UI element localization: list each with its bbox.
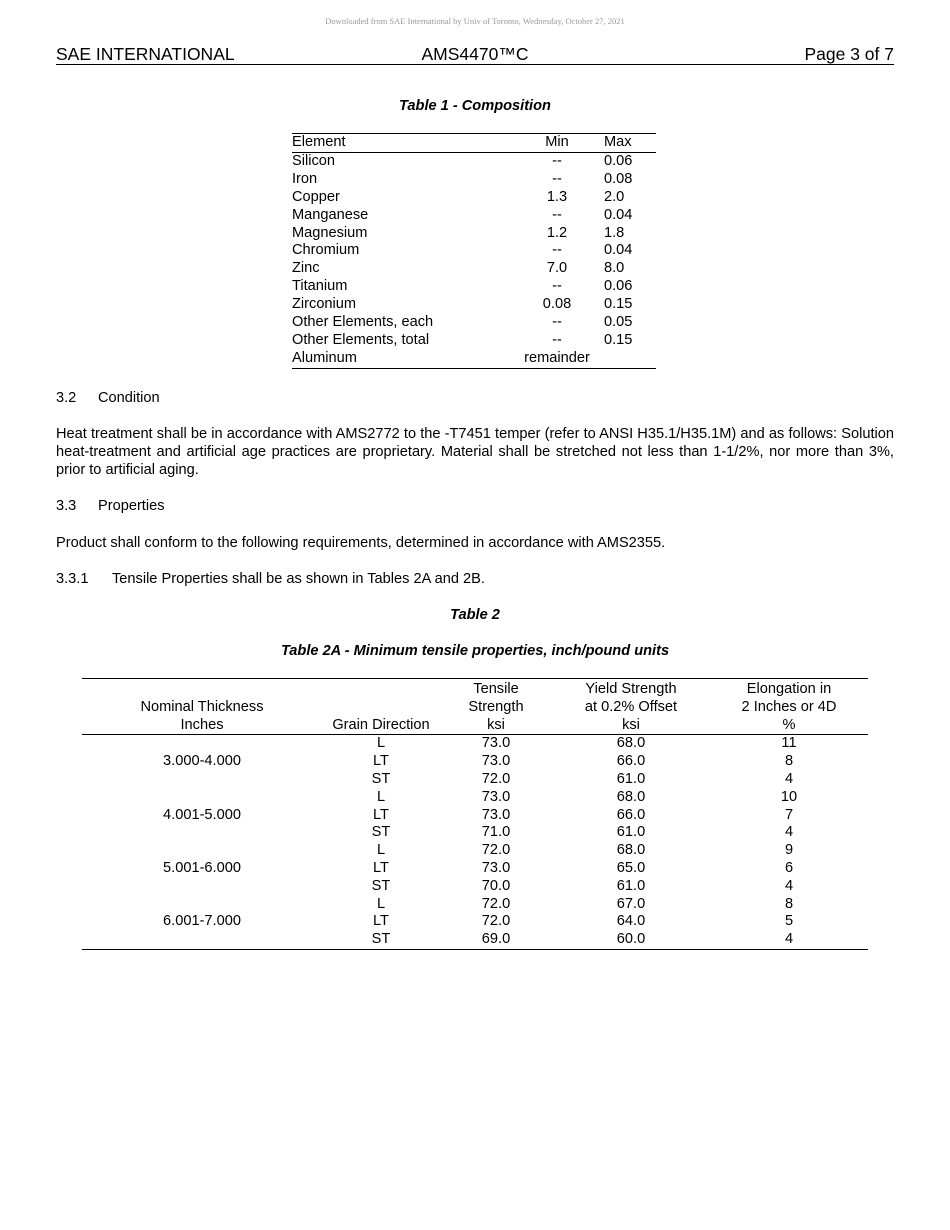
thickness-cell — [82, 735, 322, 753]
header-yield-1: Yield Strength — [585, 681, 677, 697]
element-min: 1.2 — [546, 224, 568, 241]
elongation-cell: 10 — [780, 788, 798, 805]
grain-direction-cell: LT — [373, 913, 389, 930]
composition-row — [292, 260, 656, 278]
section-text: Tensile Properties shall be as shown in Tables 2A and 2B. — [112, 571, 485, 587]
element-max: 2.0 — [604, 188, 625, 205]
table-row — [82, 896, 868, 914]
element-name: Copper — [292, 188, 340, 205]
thickness-cell: 4.001-5.000 — [163, 806, 241, 823]
yield-strength-cell: 61.0 — [616, 824, 646, 841]
yield-strength-cell: 68.0 — [616, 842, 646, 859]
section-number: 3.2 — [56, 390, 77, 406]
section-number: 3.3.1 — [56, 571, 89, 587]
tensile-strength-cell: 72.0 — [481, 842, 511, 859]
thickness-cell — [82, 878, 322, 896]
composition-col-element: Element — [292, 134, 510, 153]
header-tensile-2: Strength — [468, 698, 524, 715]
element-max: 0.04 — [604, 206, 633, 223]
element-name: Magnesium — [292, 224, 368, 241]
table1-caption: Table 1 - Composition — [399, 98, 551, 114]
element-min: -- — [552, 331, 562, 348]
header-tensile-3: ksi — [440, 717, 552, 735]
table-row — [82, 878, 868, 896]
thickness-cell — [82, 842, 322, 860]
element-max: 0.04 — [604, 242, 633, 259]
tensile-header-row — [82, 679, 868, 699]
tensile-strength-cell: 69.0 — [481, 931, 511, 948]
header-tensile-1: Tensile — [473, 681, 519, 697]
yield-strength-cell: 60.0 — [616, 931, 646, 948]
composition-row — [292, 171, 656, 189]
header-page-number: Page 3 of 7 — [804, 44, 894, 64]
composition-row — [292, 242, 656, 260]
yield-strength-cell: 66.0 — [616, 806, 646, 823]
composition-row — [292, 296, 656, 314]
composition-col-max: Max — [604, 134, 656, 153]
section-title: Condition — [98, 390, 160, 406]
grain-direction-cell: ST — [371, 877, 391, 894]
table-row — [82, 842, 868, 860]
element-max: 0.06 — [604, 152, 633, 169]
grain-direction-cell: LT — [373, 806, 389, 823]
elongation-cell: 4 — [784, 931, 794, 948]
element-max: 1.8 — [604, 224, 625, 241]
tensile-strength-cell: 73.0 — [481, 788, 511, 805]
table2-title: Table 2 — [450, 607, 500, 623]
tensile-header-row — [82, 699, 868, 717]
composition-table — [292, 133, 656, 369]
tensile-strength-cell: 73.0 — [481, 859, 511, 876]
thickness-cell: 5.001-6.000 — [163, 859, 241, 876]
table-row — [82, 913, 868, 931]
section-title: Properties — [98, 498, 165, 514]
thickness-cell — [82, 789, 322, 807]
element-max: 8.0 — [604, 260, 625, 277]
section-3-2-text: Heat treatment shall be in accordance with AMS2772 to the -T7451 temper (refer to ANSI H35.1/H35.1M) and as follows: Solution heat-treatment and artificial age practices are proprietary. Material shall be stretched not less than 1-1/2%, nor more than 3%, prior to artificial aging. — [56, 426, 894, 478]
header-document-number: AMS4470™C — [421, 44, 529, 64]
download-watermark: Downloaded from SAE International by Univ of Toronto, Wednesday, October 27, 2021 — [325, 16, 625, 26]
composition-row — [292, 225, 656, 243]
grain-direction-cell: L — [376, 895, 386, 912]
element-min: -- — [552, 170, 562, 187]
elongation-cell: 9 — [784, 842, 794, 859]
tensile-strength-cell: 73.0 — [481, 806, 511, 823]
element-min: 0.08 — [542, 296, 572, 313]
element-name: Iron — [292, 170, 318, 187]
yield-strength-cell: 64.0 — [616, 913, 646, 930]
element-remainder: remainder — [524, 349, 590, 366]
grain-direction-cell: LT — [373, 859, 389, 876]
grain-direction-cell: L — [376, 735, 386, 752]
tensile-strength-cell: 70.0 — [481, 877, 511, 894]
thickness-cell — [82, 771, 322, 789]
composition-row — [292, 152, 656, 170]
yield-strength-cell: 67.0 — [616, 895, 646, 912]
element-max-empty — [604, 350, 656, 368]
yield-strength-cell: 68.0 — [616, 735, 646, 752]
tensile-properties-table — [82, 678, 868, 950]
element-name: Aluminum — [292, 349, 357, 366]
element-min: -- — [552, 278, 562, 295]
element-name: Titanium — [292, 278, 348, 295]
element-min: 1.3 — [546, 188, 568, 205]
element-max: 0.05 — [604, 314, 633, 331]
tensile-strength-cell: 72.0 — [481, 895, 511, 912]
grain-direction-cell: ST — [371, 931, 391, 948]
tensile-strength-cell: 73.0 — [481, 753, 511, 770]
elongation-cell: 8 — [784, 895, 794, 912]
tensile-strength-cell: 72.0 — [481, 913, 511, 930]
section-3-3-text: Product shall conform to the following requirements, determined in accordance with AMS2355. — [56, 535, 666, 551]
header-thickness-2: Nominal Thickness — [140, 698, 264, 715]
grain-direction-cell: L — [376, 788, 386, 805]
yield-strength-cell: 65.0 — [616, 859, 646, 876]
grain-direction-cell: ST — [371, 770, 391, 787]
thickness-cell — [82, 824, 322, 842]
elongation-cell: 4 — [784, 824, 794, 841]
tensile-strength-cell: 72.0 — [481, 770, 511, 787]
composition-row — [292, 332, 656, 350]
composition-row — [292, 350, 656, 368]
composition-row — [292, 278, 656, 296]
section-3-3-1 — [56, 570, 485, 588]
yield-strength-cell: 61.0 — [616, 770, 646, 787]
elongation-cell: 6 — [784, 859, 794, 876]
header-yield-3: ksi — [552, 717, 710, 735]
table-row — [82, 807, 868, 825]
thickness-cell — [82, 896, 322, 914]
element-min: -- — [552, 152, 562, 169]
tensile-strength-cell: 71.0 — [481, 824, 511, 841]
elongation-cell: 8 — [784, 753, 794, 770]
table-row — [82, 860, 868, 878]
composition-row — [292, 314, 656, 332]
table-row — [82, 931, 868, 949]
composition-row — [292, 207, 656, 225]
element-min: -- — [552, 314, 562, 331]
element-name: Other Elements, each — [292, 314, 434, 331]
section-number: 3.3 — [56, 498, 77, 514]
header-elongation-2: 2 Inches or 4D — [741, 698, 837, 715]
table-row — [82, 753, 868, 771]
header-thickness-1 — [82, 679, 322, 699]
section-3-2-heading — [56, 389, 160, 407]
elongation-cell: 4 — [784, 877, 794, 894]
yield-strength-cell: 68.0 — [616, 788, 646, 805]
yield-strength-cell: 61.0 — [616, 877, 646, 894]
tensile-body — [82, 735, 868, 950]
header-yield-2: at 0.2% Offset — [584, 698, 678, 715]
table-row — [82, 735, 868, 753]
composition-row — [292, 189, 656, 207]
table-row — [82, 771, 868, 789]
grain-direction-cell: LT — [373, 753, 389, 770]
header-grain-3: Grain Direction — [322, 717, 440, 735]
header-elongation-3: % — [710, 717, 868, 735]
thickness-cell: 6.001-7.000 — [163, 913, 241, 930]
element-name: Zinc — [292, 260, 320, 277]
element-min: -- — [552, 206, 562, 223]
thickness-cell — [82, 931, 322, 949]
element-max: 0.08 — [604, 170, 633, 187]
element-name: Other Elements, total — [292, 331, 430, 348]
composition-col-min: Min — [510, 134, 604, 153]
element-name: Manganese — [292, 206, 369, 223]
element-name: Zirconium — [292, 296, 357, 313]
header-grain-2 — [322, 699, 440, 717]
composition-body — [292, 152, 656, 368]
table-row — [82, 824, 868, 842]
grain-direction-cell: L — [376, 842, 386, 859]
element-max: 0.06 — [604, 278, 633, 295]
element-min: -- — [552, 242, 562, 259]
grain-direction-cell: ST — [371, 824, 391, 841]
element-name: Chromium — [292, 242, 360, 259]
table-row — [82, 789, 868, 807]
elongation-cell: 11 — [781, 735, 797, 752]
tensile-strength-cell: 73.0 — [481, 735, 511, 752]
element-min: 7.0 — [546, 260, 568, 277]
header-grain-1 — [322, 679, 440, 699]
element-max: 0.15 — [604, 296, 633, 313]
elongation-cell: 4 — [784, 770, 794, 787]
element-max: 0.15 — [604, 331, 633, 348]
tensile-header-row — [82, 717, 868, 735]
header-thickness-3: Inches — [82, 717, 322, 735]
elongation-cell: 5 — [784, 913, 794, 930]
page-header — [56, 44, 894, 65]
elongation-cell: 7 — [784, 806, 794, 823]
table2a-caption: Table 2A - Minimum tensile properties, inch/pound units — [280, 643, 670, 659]
composition-header-row — [292, 134, 656, 153]
header-organization: SAE INTERNATIONAL — [56, 44, 235, 64]
element-name: Silicon — [292, 152, 335, 169]
yield-strength-cell: 66.0 — [616, 753, 646, 770]
header-elongation-1: Elongation in — [746, 681, 832, 697]
section-3-3-heading — [56, 497, 165, 515]
thickness-cell: 3.000-4.000 — [163, 753, 241, 770]
